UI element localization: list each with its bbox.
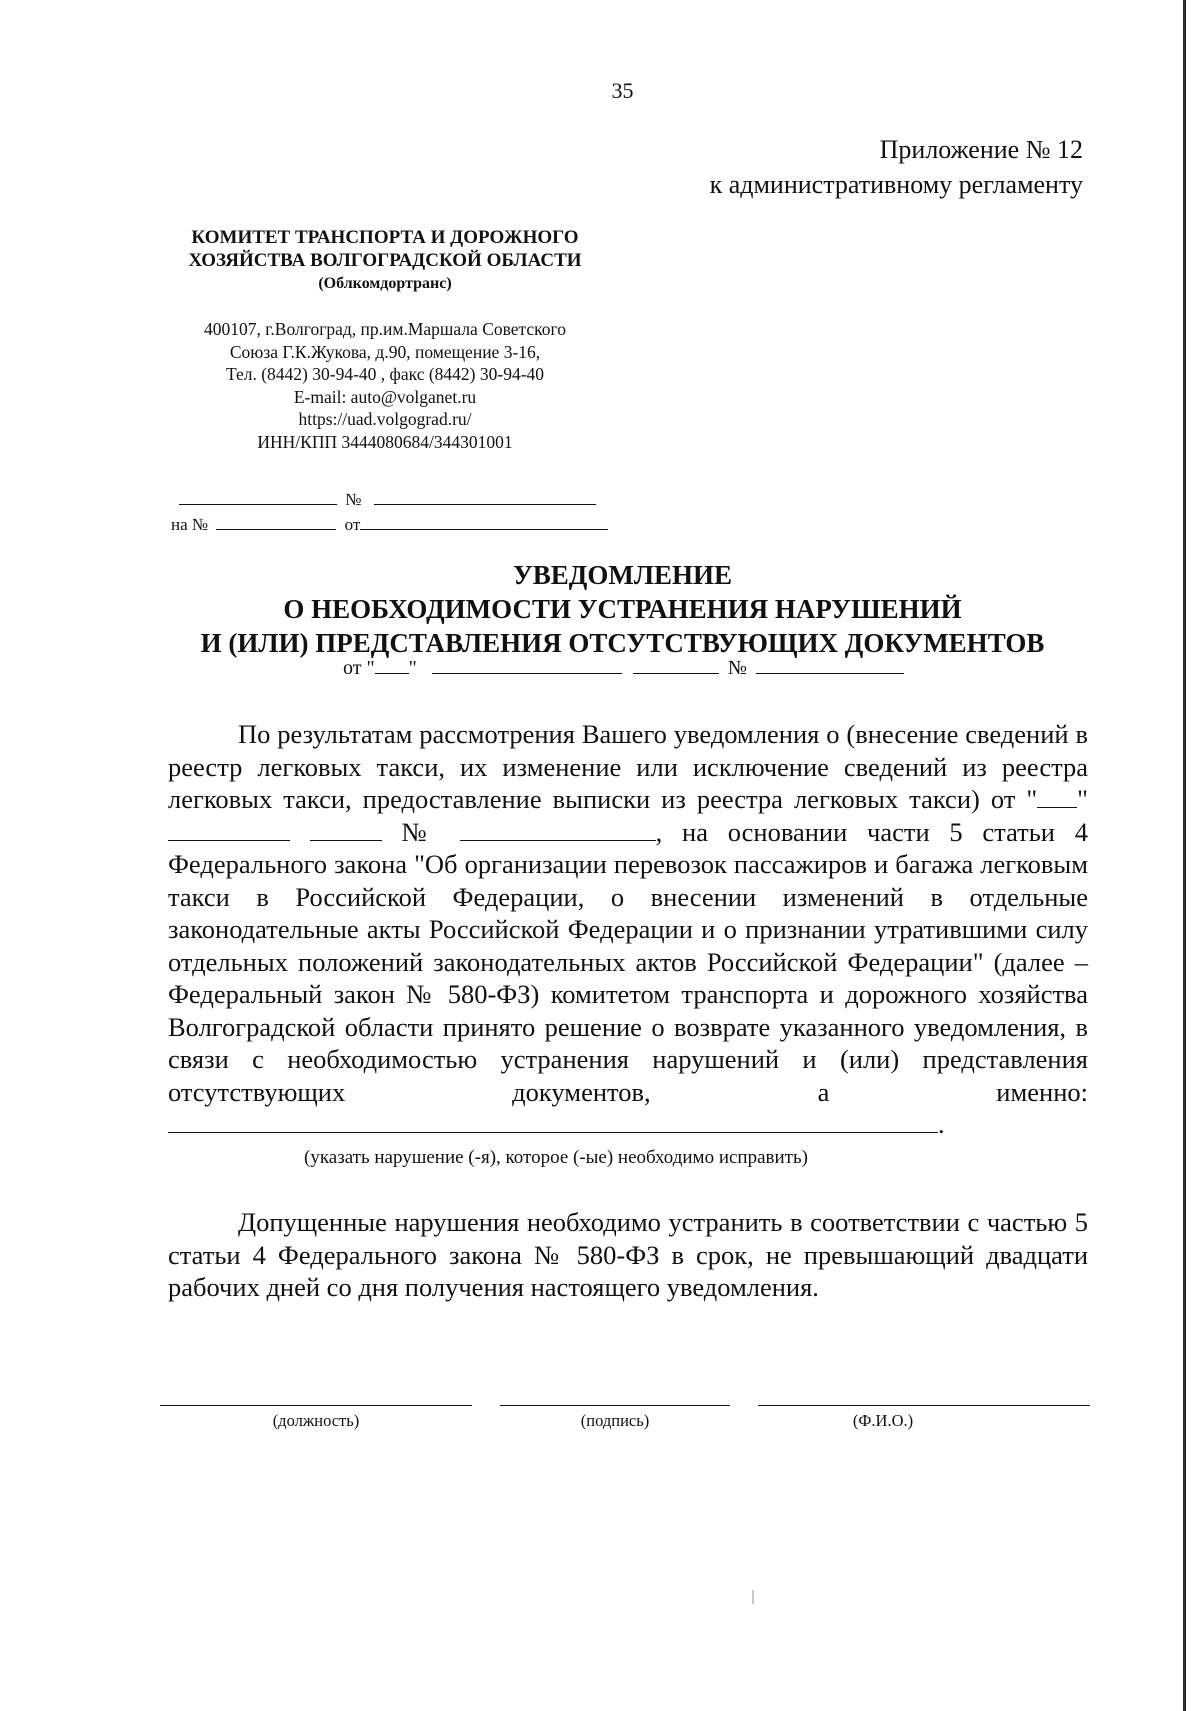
organization-name [150, 226, 620, 295]
registration-line-2 [171, 513, 608, 535]
blank-p1-month [168, 818, 290, 841]
position-line [160, 1405, 472, 1406]
org-name-line-2: ХОЗЯЙСТВА ВОЛГОГРАДСКОЙ ОБЛАСТИ [188, 250, 582, 271]
appendix-line-1: Приложение № 12 [879, 135, 1083, 164]
address-line-1: 400107, г.Волгоград, пр.им.Маршала Советского [203, 319, 567, 339]
name-line [758, 1405, 1090, 1406]
on-number-label: на № [171, 515, 209, 534]
signature-label: (подпись) [580, 1411, 650, 1430]
scan-speck [752, 1590, 754, 1604]
blank-p1-number [460, 818, 656, 841]
title-line-2: О НЕОБХОДИМОСТИ УСТРАНЕНИЯ НАРУШЕНИЙ [283, 594, 962, 624]
signature-line [500, 1405, 730, 1406]
blank-title-number [756, 657, 904, 674]
org-name-line-1: КОМИТЕТ ТРАНСПОРТА И ДОРОЖНОГО [191, 227, 579, 248]
email: E-mail: auto@volganet.ru [293, 386, 477, 407]
website: https://uad.volgograd.ru/ [298, 409, 472, 429]
title-line-1: УВЕДОМЛЕНИЕ [512, 560, 733, 590]
p1-part-2: , на основании части 5 статьи 4 Федерального закона "Об организации перевозок пассажиров и багажа легковым такси в Российской Федерации, о внесении изменений в отдельные законодательные акты Российской Федерации и о признании утратившими силу отдельных положений законодательных актов Российской Федерации" (далее – Федеральный закон № 580-ФЗ) комитетом транспорта и дорожного хозяйства Волгоградской области принято решение о возврате указанного уведомления, в связи с необходимостью устранения нарушений и (или) представления отсутствующих документов, а именно: [168, 816, 1088, 1107]
position-label: (должность) [272, 1411, 360, 1430]
appendix-line-2: к административному регламенту [709, 170, 1083, 199]
document-title [150, 558, 1095, 660]
page-number: 35 [611, 78, 634, 103]
p1-part-1: По результатам рассмотрения Вашего уведомления о (внесение сведений в реестр легковых такси, их изменение или исключение сведений из реестра легковых такси, предоставление выписки из реестра легковых такси) от " [168, 719, 1088, 814]
title-date-line [343, 657, 904, 680]
blank-reg-date [179, 488, 337, 505]
reg-number-label: № [345, 490, 362, 509]
p1-number-label: № [401, 816, 440, 847]
blank-year [633, 657, 719, 674]
blank-on-number [216, 513, 336, 530]
from-label: от [344, 515, 361, 534]
registration-line-1 [179, 488, 596, 510]
title-number-label: № [727, 657, 747, 679]
blank-from [360, 513, 608, 530]
p1-quote: " [1077, 784, 1088, 814]
violation-hint: (указать нарушение (-я), которое (-ые) необходимо исправить) [304, 1147, 808, 1168]
blank-month [432, 657, 622, 674]
address-line-2: Союза Г.К.Жукова, д.90, помещение 3-16, [229, 341, 541, 362]
blank-p1-year [310, 818, 382, 841]
title-line-3: И (ИЛИ) ПРЕДСТАВЛЕНИЯ ОТСУТСТВУЮЩИХ ДОКУМЕНТОВ [200, 628, 1045, 658]
blank-day [375, 657, 409, 674]
name-label: (Ф.И.О.) [852, 1411, 914, 1430]
phone-fax: Тел. (8442) 30-94-40 , факс (8442) 30-94-40 [225, 364, 545, 384]
p1-end: . [938, 1109, 945, 1139]
organization-address [150, 318, 620, 453]
inn-kpp: ИНН/КПП 3444080684/344301001 [257, 431, 513, 452]
page-edge [1183, 0, 1186, 1711]
date-prefix: от " [343, 657, 375, 679]
blank-reg-number [374, 488, 596, 505]
paragraph-2: Допущенные нарушения необходимо устранить в соответствии с частью 5 статьи 4 Федерального закона № 580-ФЗ в срок, не превышающий двадцати рабочих дней со дня получения настоящего уведомления. [168, 1207, 1088, 1302]
paragraph-1 [168, 718, 1088, 1141]
blank-p1-day [1037, 785, 1077, 808]
blank-violations [168, 1110, 938, 1133]
date-quote: " [408, 657, 417, 679]
appendix-header [710, 132, 1083, 202]
org-short-name: (Облкомдортранс) [318, 275, 452, 292]
